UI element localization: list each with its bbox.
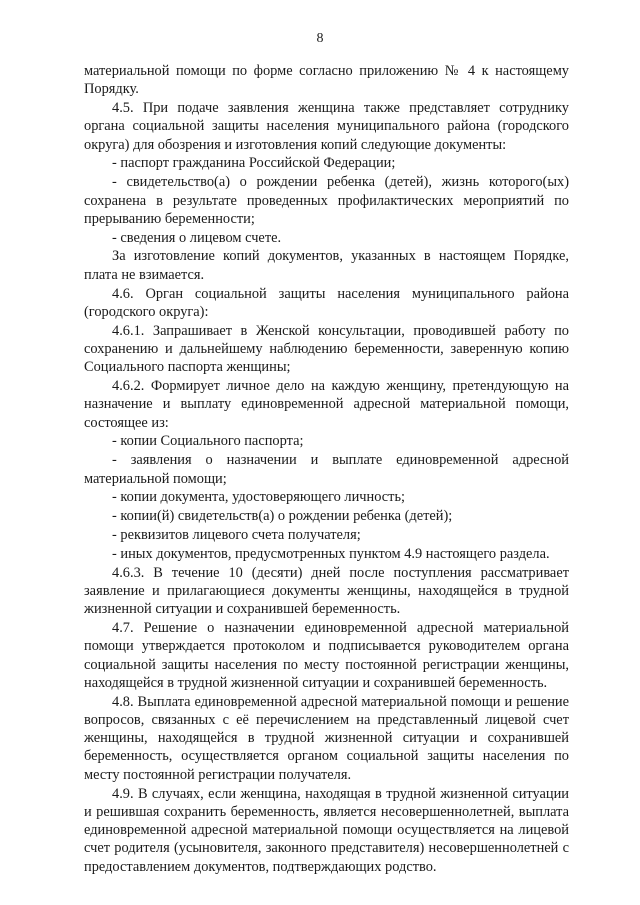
list-item-application: - заявления о назначении и выплате единовременной адресной материальной помощи; xyxy=(84,452,569,487)
list-item-identity-document-copy: - копии документа, удостоверяющего личность; xyxy=(112,489,406,506)
paragraph-4-5: 4.5. При подаче заявления женщина также представляет сотруднику органа социальной защиты населения муниципального района (городского округа) для обозрения и изготовления копий следующие документы: xyxy=(84,100,569,153)
list-item-birth-certificate: - свидетельство(а) о рождении ребенка (детей), жизнь которого(ых) сохранена в результате проведенных профилактических мероприятий по прерыванию беременности; xyxy=(84,174,569,227)
page-number: 8 xyxy=(316,31,324,46)
paragraph-4-6-3: 4.6.3. В течение 10 (десяти) дней после поступления рассматривает заявление и прилагающиеся документы женщины, находящейся в трудной жизненной ситуации и сохранившей беременность. xyxy=(84,564,569,618)
paragraph-4-9: 4.9. В случаях, если женщина, находящая в трудной жизненной ситуации и решившая сохранить беременность, является несовершеннолетней, выплата единовременной адресной материальной помощи осуществляется на лицевой счет родителя (усыновителя, законного представителя) несовершеннолетней с предоставлением документов, подтверждающих родство. xyxy=(84,785,569,875)
list-item-bank-details: - реквизитов лицевого счета получателя; xyxy=(112,526,361,543)
paragraph-4-6: 4.6. Орган социальной защиты населения муниципального района (городского округа): xyxy=(84,285,569,320)
list-item-birth-certificate-copy: - копии(й) свидетельств(а) о рождении ребенка (детей); xyxy=(112,508,453,525)
paragraph-continuation: материальной помощи по форме согласно приложению № 4 к настоящему Порядку. xyxy=(84,63,569,98)
paragraph-4-7: 4.7. Решение о назначении единовременной адресной материальной помощи утверждается протоколом и подписывается руководителем органа социальной защиты населения по месту постоянной регистрации женщины, находящейся в трудной жизненной ситуации и сохранившей беременность. xyxy=(84,619,569,691)
list-item-passport: - паспорт гражданина Российской Федерации; xyxy=(112,155,396,172)
paragraph-4-6-1: 4.6.1. Запрашивает в Женской консультации, проводившей работу по сохранению и дальнейшему наблюдению беременности, заверенную копию Социального паспорта женщины; xyxy=(84,322,569,376)
list-item-social-passport-copy: - копии Социального паспорта; xyxy=(112,433,304,450)
list-item-account-info: - сведения о лицевом счете. xyxy=(112,229,282,246)
paragraph-4-6-2: 4.6.2. Формирует личное дело на каждую женщину, претендующую на назначение и выплату единовременной адресной материальной помощи, состоящее из: xyxy=(84,378,569,431)
paragraph-copies-fee: За изготовление копий документов, указанных в настоящем Порядке, плата не взимается. xyxy=(84,248,569,283)
list-item-other-documents: - иных документов, предусмотренных пунктом 4.9 настоящего раздела. xyxy=(112,545,550,562)
document-body xyxy=(84,62,569,877)
paragraph-4-8: 4.8. Выплата единовременной адресной материальной помощи и решение вопросов, связанных с её перечислением на представленный лицевой счет женщины, находящейся в трудной жизненной ситуации и сохранившей беременность, осуществляется органом социальной защиты населения по месту постоянной регистрации получателя. xyxy=(84,693,569,783)
